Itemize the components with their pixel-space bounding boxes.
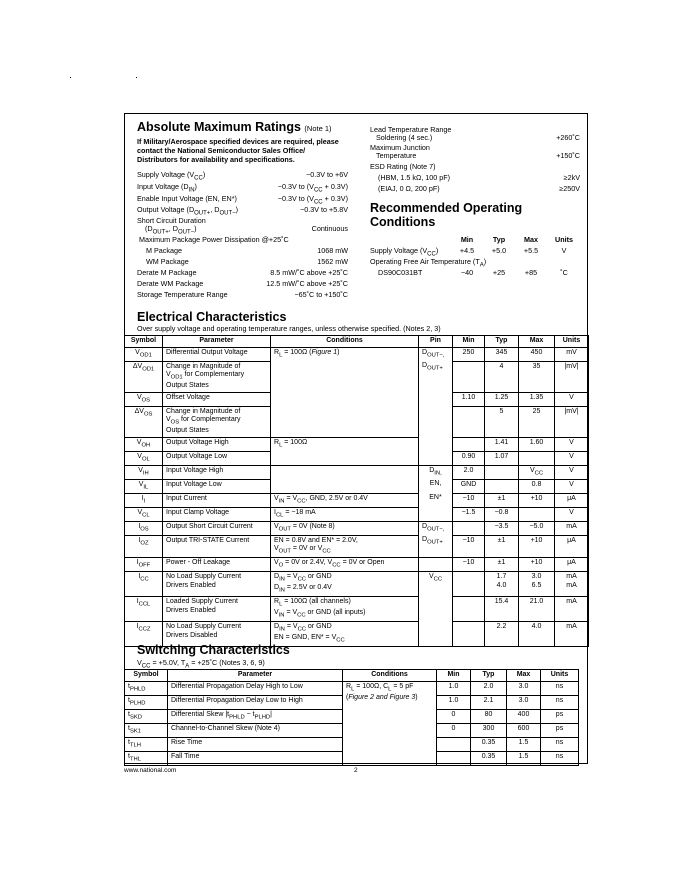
abs-max-title: Absolute Maximum Ratings (Note 1) — [137, 120, 332, 134]
units: mA — [555, 521, 589, 535]
sw-col-symbol: Symbol — [125, 670, 168, 682]
min: 0 — [437, 723, 471, 737]
short-circuit-value: Continuous — [311, 224, 348, 233]
parameter: Differential Propagation Delay High to Low — [168, 681, 343, 695]
m-package-label: M Package — [146, 246, 182, 255]
supply-voltage-label: Supply Voltage $(V_{CC})$ — [137, 170, 206, 182]
footer-url[interactable]: www.national.com — [124, 767, 177, 774]
rec-temp-label: Operating Free Air Temperature $(T_A)$ — [370, 257, 487, 269]
parameter: Channel-to-Channel Skew (Note 4) — [168, 723, 343, 737]
max: 450 — [519, 347, 555, 361]
pin: $D_{OUT-,}$ — [419, 347, 453, 361]
parameter: Differential Output Voltage — [163, 347, 271, 361]
pin — [419, 507, 453, 521]
min — [453, 437, 485, 451]
conditions: $V_{IN} = V_{CC}$, GND, 2.5V or 0.4V — [271, 493, 419, 507]
sw-col-typ: Typ — [471, 670, 507, 682]
min: 250 — [453, 347, 485, 361]
typ: 0.35 — [471, 737, 507, 751]
max — [519, 451, 555, 465]
parameter: Output Voltage Low — [163, 451, 271, 465]
esd-hbm: (HBM, 1.5 kΩ, 100 pF) — [378, 173, 451, 182]
sw-col-min: Min — [437, 670, 471, 682]
units: V — [555, 465, 589, 479]
conditions — [271, 361, 419, 392]
max — [519, 507, 555, 521]
symbol: $t_{THL}$ — [125, 751, 168, 765]
table-row — [125, 572, 589, 597]
conditions: $D_{IN} = V_{CC}$ or GND EN = GND, $EN* = V_{CC}$ — [271, 622, 419, 647]
max: 0.8 — [519, 479, 555, 493]
conditions: $D_{IN} = V_{CC}$ or GND $D_{IN} = 2.5V$ or 0.4V — [271, 572, 419, 597]
units: mA — [555, 597, 589, 622]
short-circuit-label: Short Circuit Duration — [137, 216, 206, 225]
col-units: Units — [555, 336, 589, 348]
units: μA — [555, 558, 589, 572]
units: ps — [541, 723, 579, 737]
rec-op-max-header: Max — [524, 235, 538, 244]
units: ns — [541, 695, 579, 709]
typ: 345 — [485, 347, 519, 361]
max: 600 — [507, 723, 541, 737]
table-row — [125, 507, 589, 521]
conditions: EN = 0.8V and EN* = 2.0V, $V_{OUT} = 0V$ or $V_{CC}$ — [271, 535, 419, 558]
col-typ: Typ — [485, 336, 519, 348]
max: 3.0 6.5 — [519, 572, 555, 597]
min: 0 — [437, 709, 471, 723]
input-voltage-value: −0.3V to $(V_{CC} + 0.3V)$ — [277, 182, 348, 194]
max: +10 — [519, 535, 555, 558]
rec-op-title: Recommended Operating Conditions — [370, 201, 523, 229]
max: 4.0 — [519, 622, 555, 647]
max: 1.35 — [519, 392, 555, 406]
symbol: $I_{CC}$ — [125, 572, 163, 597]
rec-op-typ-header: Typ — [492, 235, 506, 244]
lead-temp-label: Lead Temperature Range — [370, 125, 452, 134]
table-row — [125, 535, 589, 558]
min — [437, 751, 471, 765]
conditions — [271, 392, 419, 406]
table-row — [125, 451, 589, 465]
conditions: $R_L = 100\Omega$, $C_L = 5$ pF (Figure 2 and Figure 3) — [343, 681, 437, 765]
max: 1.60 — [519, 437, 555, 451]
esd-eiaj: (EIAJ, 0 Ω, 200 pF) — [378, 184, 440, 193]
wm-package-value: 1562 mW — [317, 257, 348, 266]
units: mA — [555, 622, 589, 647]
derate-m-label: Derate M Package — [137, 268, 197, 277]
min — [453, 622, 485, 647]
symbol: $I_{CCZ}$ — [125, 622, 163, 647]
typ: 2.2 — [485, 622, 519, 647]
rec-supply-max: +5.5 — [523, 246, 539, 255]
typ — [485, 465, 519, 479]
rec-device-max: +85 — [524, 268, 538, 277]
max: 3.0 — [507, 681, 541, 695]
table-row — [125, 406, 589, 437]
lead-temp-value: +260˚C — [556, 133, 580, 142]
enable-voltage-value: −0.3V to $(V_{CC} + 0.3V)$ — [277, 194, 348, 206]
symbol: $I_{OZ}$ — [125, 535, 163, 558]
pin: $V_{CC}$ — [419, 572, 453, 597]
max: 21.0 — [519, 597, 555, 622]
col-parameter: Parameter — [163, 336, 271, 348]
typ: 1.7 4.0 — [485, 572, 519, 597]
symbol: $V_{OD1}$ — [125, 347, 163, 361]
enable-voltage-label: Enable Input Voltage (EN, EN*) — [137, 194, 237, 203]
col-pin: Pin — [419, 336, 453, 348]
conditions: $I_{CL} = -18$ mA — [271, 507, 419, 521]
max: 1.5 — [507, 737, 541, 751]
typ: 2.0 — [471, 681, 507, 695]
min: GND — [453, 479, 485, 493]
rec-supply-label: Supply Voltage $(V_{CC})$ — [370, 246, 439, 258]
parameter: Output Voltage High — [163, 437, 271, 451]
min — [453, 521, 485, 535]
typ: 2.1 — [471, 695, 507, 709]
parameter: Loaded Supply Current Drivers Enabled — [163, 597, 271, 622]
col-min: Min — [453, 336, 485, 348]
junction-sub: Temperature — [376, 151, 417, 160]
typ: −3.5 — [485, 521, 519, 535]
min — [453, 406, 485, 437]
typ: ±1 — [485, 558, 519, 572]
lead-temp-sub: Soldering (4 sec.) — [376, 133, 433, 142]
typ: 300 — [471, 723, 507, 737]
min: −10 — [453, 558, 485, 572]
max: +10 — [519, 493, 555, 507]
table-row — [125, 392, 589, 406]
switching-header-row — [125, 670, 579, 682]
conditions: $R_L = 100\Omega$ (Figure 1) — [271, 347, 419, 361]
parameter: Change in Magnitude of $V_{OD1}$ for Complementary Output States — [163, 361, 271, 392]
conditions: $V_O = 0V$ or 2.4V, $V_{CC} = 0V$ or Open — [271, 558, 419, 572]
rec-device-label: DS90C031BT — [378, 268, 423, 277]
parameter: Output TRI-STATE Current — [163, 535, 271, 558]
conditions — [271, 406, 419, 437]
col-max: Max — [519, 336, 555, 348]
table-row — [125, 558, 589, 572]
conditions: $R_L = 100\Omega$ (all channels) $V_{IN} = V_{CC}$ or GND (all inputs) — [271, 597, 419, 622]
symbol: $t_{SKD}$ — [125, 709, 168, 723]
min: 2.0 — [453, 465, 485, 479]
rec-op-min-header: Min — [460, 235, 474, 244]
parameter: Offset Voltage — [163, 392, 271, 406]
units: mA mA — [555, 572, 589, 597]
units: ns — [541, 737, 579, 751]
output-voltage-value: −0.3V to +5.8V — [300, 205, 348, 214]
conditions — [271, 479, 419, 493]
parameter: Differential Skew $|t_{PHLD} - t_{PLHD}|$ — [168, 709, 343, 723]
typ: 4 — [485, 361, 519, 392]
symbol: $t_{PLHD}$ — [125, 695, 168, 709]
parameter: Output Short Circuit Current — [163, 521, 271, 535]
parameter: Input Clamp Voltage — [163, 507, 271, 521]
max: $V_{CC}$ — [519, 465, 555, 479]
elec-subtitle: Over supply voltage and operating temperature ranges, unless otherwise specified. (Notes 2, 3) — [137, 324, 441, 333]
min — [453, 361, 485, 392]
sw-col-conditions: Conditions — [343, 670, 437, 682]
esd-hbm-value: ≥2kV — [563, 173, 580, 182]
elec-table — [124, 335, 589, 647]
units: ns — [541, 681, 579, 695]
units: ps — [541, 709, 579, 723]
page-number: 2 — [354, 767, 358, 774]
pin — [419, 437, 453, 451]
typ: ±1 — [485, 535, 519, 558]
elec-header-row — [125, 336, 589, 348]
table-row — [125, 479, 589, 493]
pin: EN, — [419, 479, 453, 493]
pin — [419, 392, 453, 406]
col-symbol: Symbol — [125, 336, 163, 348]
parameter: Power - Off Leakage — [163, 558, 271, 572]
min: 1.0 — [437, 681, 471, 695]
short-circuit-pins: ($D_{OUT+}$, $D_{OUT-}$) — [145, 224, 197, 236]
table-row — [125, 493, 589, 507]
symbol: $V_{CL}$ — [125, 507, 163, 521]
m-package-value: 1068 mW — [317, 246, 348, 255]
table-row — [125, 597, 589, 622]
esd-eiaj-value: ≥250V — [559, 184, 580, 193]
typ: 1.41 — [485, 437, 519, 451]
units: |mV| — [555, 361, 589, 392]
symbol: $I_{OS}$ — [125, 521, 163, 535]
min: −10 — [453, 493, 485, 507]
symbol: $I_{OFF}$ — [125, 558, 163, 572]
parameter: Change in Magnitude of $V_{OS}$ for Complementary Output States — [163, 406, 271, 437]
symbol: $t_{SK1}$ — [125, 723, 168, 737]
derate-wm-label: Derate WM Package — [137, 279, 204, 288]
units: V — [555, 479, 589, 493]
typ: 0.35 — [471, 751, 507, 765]
min: −1.5 — [453, 507, 485, 521]
col-conditions: Conditions — [271, 336, 419, 348]
wm-package-label: WM Package — [146, 257, 189, 266]
table-row — [125, 521, 589, 535]
output-voltage-label: Output Voltage ($D_{OUT+}$, $D_{OUT-}$) — [137, 205, 239, 217]
symbol: $t_{PHLD}$ — [125, 681, 168, 695]
parameter: Rise Time — [168, 737, 343, 751]
sw-col-max: Max — [507, 670, 541, 682]
pin: $D_{OUT-,}$ — [419, 521, 453, 535]
min: −10 — [453, 535, 485, 558]
conditions: $R_L = 100\Omega$ — [271, 437, 419, 451]
storage-temp-value: −65˚C to +150˚C — [294, 290, 348, 299]
symbol: $V_{IL}$ — [125, 479, 163, 493]
junction-value: +150˚C — [556, 151, 580, 160]
typ — [485, 479, 519, 493]
table-row — [125, 681, 579, 695]
pin — [419, 622, 453, 647]
symbol: $I_I$ — [125, 493, 163, 507]
military-warning: If Military/Aerospace specified devices are required, please contact the National Semiconductor Sales Office/ Distributors for availability and specifications. — [137, 137, 339, 164]
parameter: Input Voltage High — [163, 465, 271, 479]
rec-supply-units: V — [561, 246, 567, 255]
symbol: $V_{OH}$ — [125, 437, 163, 451]
min: 0.90 — [453, 451, 485, 465]
symbol: $V_{OS}$ — [125, 392, 163, 406]
pin — [419, 406, 453, 437]
input-voltage-label: Input Voltage $(D_{IN})$ — [137, 182, 197, 194]
typ: 15.4 — [485, 597, 519, 622]
max: 400 — [507, 709, 541, 723]
rec-device-typ: +25 — [492, 268, 506, 277]
units: V — [555, 507, 589, 521]
table-row — [125, 347, 589, 361]
typ: 80 — [471, 709, 507, 723]
rec-supply-typ: +5.0 — [491, 246, 507, 255]
symbol: $I_{CCL}$ — [125, 597, 163, 622]
typ: 5 — [485, 406, 519, 437]
pin — [419, 451, 453, 465]
max: 3.0 — [507, 695, 541, 709]
symbol: $\Delta V_{OD1}$ — [125, 361, 163, 392]
table-row — [125, 437, 589, 451]
max: +10 — [519, 558, 555, 572]
typ: ±1 — [485, 493, 519, 507]
switching-title: Switching Characteristics — [137, 643, 290, 657]
parameter: Input Current — [163, 493, 271, 507]
max-power-label: Maximum Package Power Dissipation @+25˚C — [139, 235, 289, 244]
parameter: Input Voltage Low — [163, 479, 271, 493]
storage-temp-label: Storage Temperature Range — [137, 290, 228, 299]
rec-op-units-header: Units — [555, 235, 573, 244]
symbol: $\Delta V_{OS}$ — [125, 406, 163, 437]
switching-subtitle: $V_{CC} = +5.0V$, $T_A$ = +25˚C (Notes 3, 6, 9) — [137, 658, 265, 670]
table-row — [125, 361, 589, 392]
pin — [419, 558, 453, 572]
max: 1.5 — [507, 751, 541, 765]
conditions: $V_{OUT} = 0V$ (Note 8) — [271, 521, 419, 535]
supply-voltage-value: −0.3V to +6V — [306, 170, 348, 179]
min — [453, 597, 485, 622]
table-row — [125, 465, 589, 479]
min — [437, 737, 471, 751]
units: mV — [555, 347, 589, 361]
junction-label: Maximum Junction — [370, 143, 430, 152]
min: 1.10 — [453, 392, 485, 406]
typ: −0.8 — [485, 507, 519, 521]
typ: 1.07 — [485, 451, 519, 465]
units: μA — [555, 493, 589, 507]
symbol: $V_{OL}$ — [125, 451, 163, 465]
rec-device-min: −40 — [460, 268, 474, 277]
max: 25 — [519, 406, 555, 437]
units: ns — [541, 751, 579, 765]
rec-device-units: ˚C — [560, 268, 568, 277]
parameter: No Load Supply Current Drivers Disabled — [163, 622, 271, 647]
symbol: $V_{IH}$ — [125, 465, 163, 479]
min: 1.0 — [437, 695, 471, 709]
units: V — [555, 437, 589, 451]
min — [453, 572, 485, 597]
max: 35 — [519, 361, 555, 392]
sw-col-units: Units — [541, 670, 579, 682]
elec-title: Electrical Characteristics — [137, 310, 287, 324]
sw-col-parameter: Parameter — [168, 670, 343, 682]
parameter: No Load Supply Current Drivers Enabled — [163, 572, 271, 597]
switching-table — [124, 669, 579, 766]
rec-supply-min: +4.5 — [459, 246, 475, 255]
parameter: Differential Propagation Delay Low to High — [168, 695, 343, 709]
pin — [419, 597, 453, 622]
symbol: $t_{TLH}$ — [125, 737, 168, 751]
pin: $D_{OUT+}$ — [419, 361, 453, 392]
pin: $D_{OUT+}$ — [419, 535, 453, 558]
pin: EN* — [419, 493, 453, 507]
parameter: Fall Time — [168, 751, 343, 765]
conditions — [271, 451, 419, 465]
max: −5.0 — [519, 521, 555, 535]
units: |mV| — [555, 406, 589, 437]
units: μA — [555, 535, 589, 558]
esd-label: ESD Rating (Note 7) — [370, 162, 436, 171]
units: V — [555, 392, 589, 406]
derate-m-value: 8.5 mW/˚C above +25˚C — [270, 268, 348, 277]
typ: 1.25 — [485, 392, 519, 406]
pin: $D_{IN,}$ — [419, 465, 453, 479]
derate-wm-value: 12.5 mW/˚C above +25˚C — [266, 279, 348, 288]
units: V — [555, 451, 589, 465]
conditions — [271, 465, 419, 479]
